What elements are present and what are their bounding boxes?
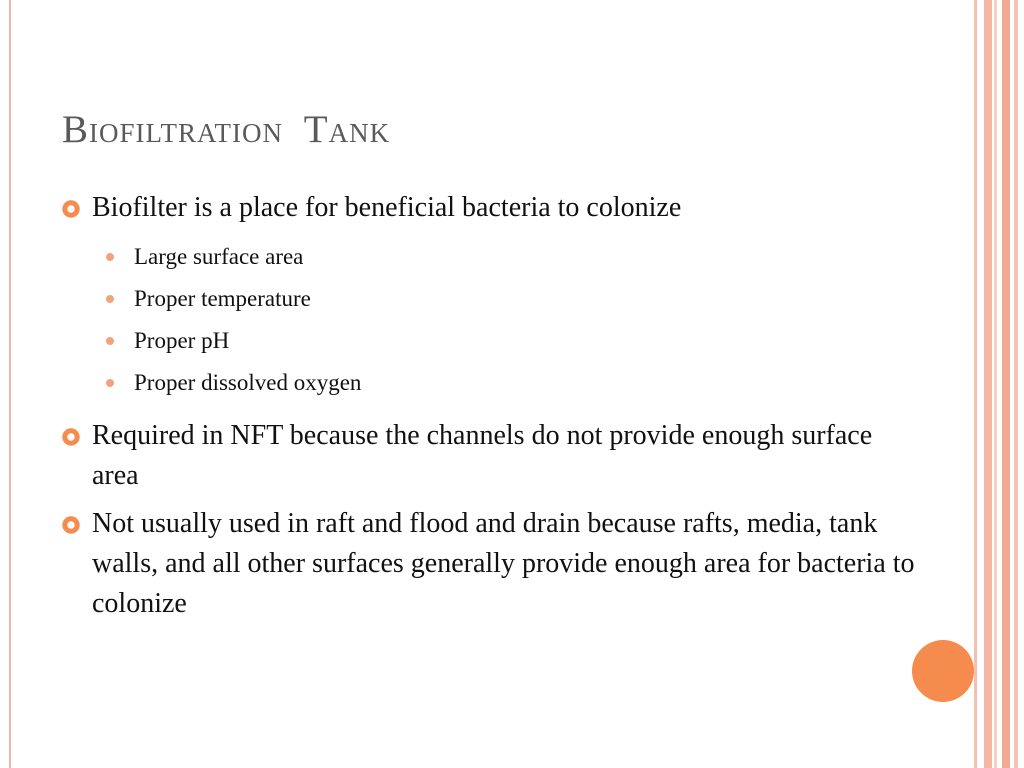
sub-bullet-list (62, 236, 922, 404)
left-accent-line (9, 0, 11, 768)
sub-bullet-item (62, 236, 922, 278)
sub-bullet-text: Proper temperature (134, 286, 311, 311)
sub-bullet-text: Proper dissolved oxygen (134, 370, 362, 395)
slide-content (62, 188, 922, 632)
main-bullet-item (62, 416, 922, 496)
dot-bullet-icon (106, 253, 114, 261)
sub-bullet-item (62, 320, 922, 362)
dot-bullet-icon (106, 295, 114, 303)
right-decorative-stripes (974, 0, 1024, 768)
main-bullet-text: Required in NFT because the channels do not provide enough surface area (92, 420, 873, 491)
dot-bullet-icon (106, 337, 114, 345)
main-bullet-item (62, 504, 922, 624)
sub-bullet-item (62, 362, 922, 404)
orange-circle-decoration (912, 640, 974, 702)
dot-bullet-icon (106, 379, 114, 387)
sub-bullet-text: Large surface area (134, 244, 304, 269)
orange-ring-bullet-icon (62, 200, 80, 218)
main-bullet-text: Biofilter is a place for beneficial bacteria to colonize (92, 192, 682, 223)
main-bullet-item (62, 188, 922, 228)
orange-ring-bullet-icon (62, 516, 80, 534)
sub-bullet-item (62, 278, 922, 320)
sub-bullet-text: Proper pH (134, 328, 230, 353)
main-bullet-text: Not usually used in raft and flood and drain because rafts, media, tank walls, and all other surfaces generally provide enough area for bacteria to colonize (92, 508, 915, 619)
slide-title: Biofiltration Tank (62, 108, 391, 151)
orange-ring-bullet-icon (62, 428, 80, 446)
